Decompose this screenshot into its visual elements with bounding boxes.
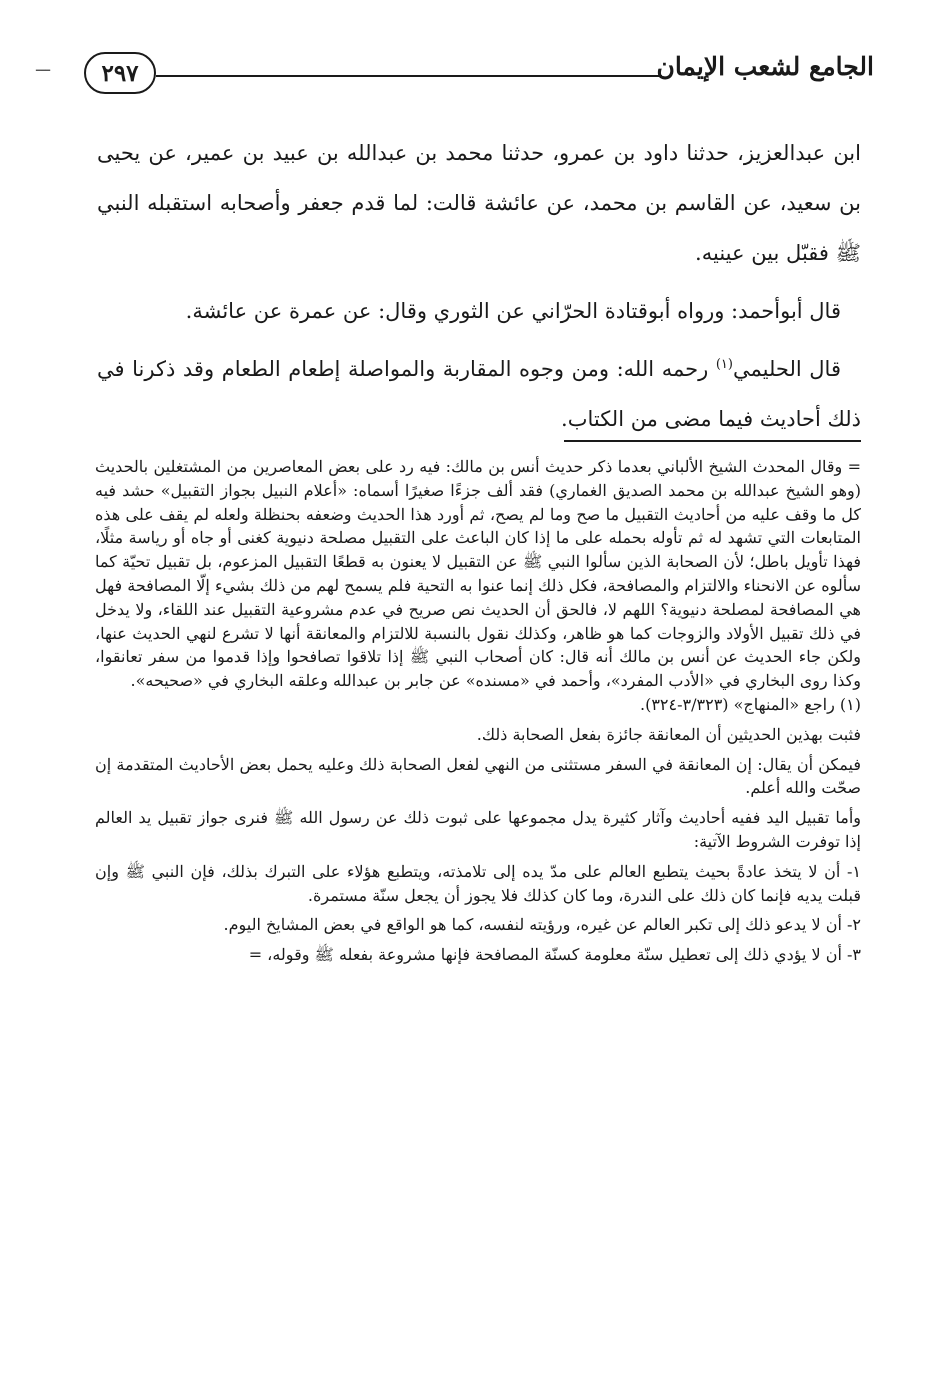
body-paragraph-1: ابن عبدالعزيز، حدثنا داود بن عمرو، حدثنا محمد بن عبدالله بن عبيد بن عمير، عن يحيى بن سعيد، عن القاسم بن محمد، عن عائشة قالت: لما قدم جعفر وأصحابه استقبله النبي ﷺ فقبّل بين عينيه. bbox=[97, 141, 861, 265]
main-text bbox=[97, 128, 861, 444]
footnote-1: (١) راجع «المنهاج» (٣/٣٢٣-٣٢٤). bbox=[640, 694, 861, 714]
footnotes bbox=[95, 455, 861, 967]
footnote-separator bbox=[564, 440, 861, 442]
footnote-condition-3: ٣- أن لا يؤدي ذلك إلى تعطيل سنّة معلومة كسنّة المصافحة فإنها مشروعة بفعله ﷺ وقوله، = bbox=[248, 945, 861, 965]
body-paragraph-3-text: رحمه الله: ومن وجوه المقاربة والمواصلة إطعام الطعام وقد ذكرنا في ذلك أحاديث فيما مضى من الكتاب. bbox=[97, 357, 861, 431]
page-number: ٢٩٧ bbox=[84, 52, 156, 94]
footnote-paragraph-wa-amma: وأما تقبيل اليد ففيه أحاديث وآثار كثيرة يدل مجموعها على ثبوت ذلك عن رسول الله ﷺ فنرى جواز تقبيل يد العالم إذا توفرت الشروط الآتية: bbox=[95, 808, 861, 851]
page-header bbox=[84, 44, 874, 104]
footnote-condition-1: ١- أن لا يتخذ عادةً بحيث يتطبع العالم على مدّ يده إلى تلامذته، ويتطبع هؤلاء على التبرك بذلك، فإن النبي ﷺ وإن قبلت يديه فإنما كان ذلك على الندرة، وما كان كذلك فلا يجوز أن يجعل سنّة مستمرة. bbox=[95, 861, 861, 905]
scan-edge-mark: ـــ bbox=[36, 56, 51, 75]
footnote-condition-2: ٢- أن لا يدعو ذلك إلى تكبر العالم عن غيره، ورؤيته لنفسه، كما هو الواقع في بعض المشايخ اليوم. bbox=[223, 915, 861, 935]
header-rule bbox=[156, 75, 662, 77]
running-title: الجامع لشعب الإيمان bbox=[656, 52, 874, 81]
footnote-paragraph-fayumkin: فيمكن أن يقال: إن المعانقة في السفر مستثنى من النهي لفعل الصحابة ذلك وعليه يحمل بعض الأحاديث المتقدمة إن صحّت والله أعلم. bbox=[95, 754, 861, 798]
body-paragraph-3 bbox=[97, 344, 861, 444]
footnote-marker: (١) bbox=[715, 357, 733, 372]
footnote-paragraph-thabata: فثبت بهذين الحديثين أن المعانقة جائزة بفعل الصحابة ذلك. bbox=[476, 724, 861, 744]
body-paragraph-3-lead: قال الحليمي bbox=[732, 357, 841, 381]
footnote-continuation: = وقال المحدث الشيخ الألباني بعدما ذكر حديث أنس بن مالك: فيه رد على بعض المعاصرين من المشتغلين بالحديث (وهو الشيخ عبدالله بن محمد الصديق الغماري) فقد ألف جزءًا صغيرًا أسماه: «أعلام النبيل بجواز التقبيل» حشد فيه كل ما وقف عليه من أحاديث التقبيل ما صح وما لم يصح، ثم أورد هذا الحديث وضعفه بحنظلة ولعله لم يقف على هذه المتابعات التي تشهد له ثم تأوله بحمله على ما إذا كان الباعث على التقبيل مصلحة دنيوية كغنى أو جاه أو رياسة مثلًا، فهذا تأويل باطل؛ لأن الصحابة الذين سألوا النبي ﷺ عن التقبيل لا يعنون به قطعًا التقبيل المزعوم، بل تقبيل تحيّة كما سألوه عن الانحناء والالتزام والمصافحة، فكل ذلك إنما عنوا به التحية فلم يسمح لهم من ذلك بشيء إلّا المصافحة فهل هي المصافحة لمصلحة دنيوية؟ اللهم لا، فالحق أن الحديث نص صريح في عدم مشروعية التقبيل عند اللقاء، ولا يدخل في ذلك تقبيل الأولاد والزوجات كما هو ظاهر، وكذلك نقول بالنسبة للالتزام والمعانقة أنها لا تشرع لنهي الحديث عنها، ولكن جاء الحديث عن أنس بن مالك أنه قال: كان أصحاب النبي ﷺ إذا تلاقوا تصافحوا وإذا قدموا من سفر تعانقوا، وكذا روى البخاري في «الأدب المفرد»، وأحمد في «مسنده» عن جابر بن عبدالله وعلقه البخاري في «صحيحه». bbox=[95, 457, 862, 691]
body-paragraph-2: قال أبوأحمد: ورواه أبوقتادة الحرّاني عن الثوري وقال: عن عمرة عن عائشة. bbox=[185, 299, 841, 323]
